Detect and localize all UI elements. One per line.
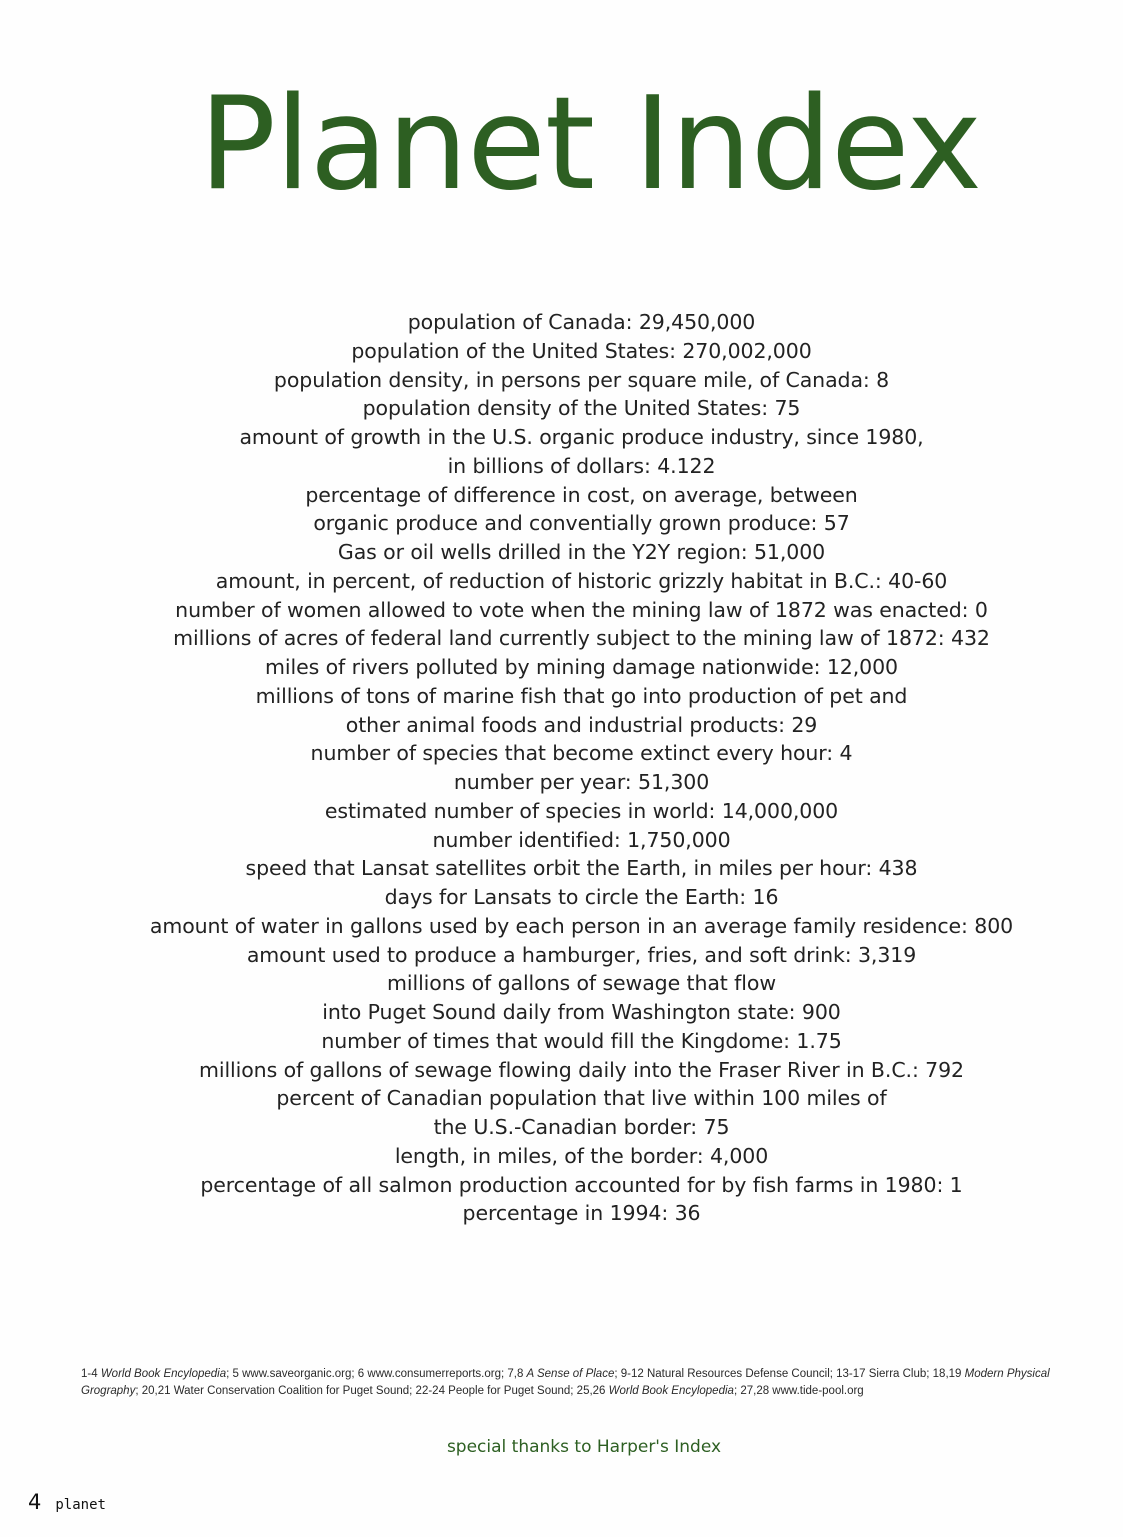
source-title: Modern Physical Grography <box>81 1368 1050 1397</box>
fact-line: percentage of difference in cost, on average, between <box>305 482 858 507</box>
fact-line: number of species that become extinct every hour: 4 <box>310 741 853 766</box>
fact-line: percentage in 1994: 36 <box>462 1201 701 1226</box>
fact-line: amount of growth in the U.S. organic produce industry, since 1980, <box>239 425 924 449</box>
source-text: ; 5 www.saveorganic.org; 6 www.consumerreports.org; 7,8 <box>226 1368 527 1380</box>
page-footer <box>28 1490 106 1514</box>
fact-line: population density, in persons per square mile, of Canada: 8 <box>273 367 890 392</box>
fact-line: percentage of all salmon production accounted for by fish farms in 1980: 1 <box>200 1172 963 1197</box>
fact-line: in billions of dollars: 4.122 <box>447 453 716 478</box>
sources-note <box>81 1366 1091 1400</box>
magazine-name: planet <box>55 1497 106 1513</box>
fact-line: millions of tons of marine fish that go into production of pet and <box>255 683 908 708</box>
fact-line: the U.S.-Canadian border: 75 <box>433 1115 730 1139</box>
fact-line: population density of the United States: 75 <box>362 396 801 421</box>
fact-line: into Puget Sound daily from Washington state: 900 <box>322 1000 841 1024</box>
source-title: A Sense of Place <box>526 1368 615 1380</box>
fact-line: millions of acres of federal land currently subject to the mining law of 1872: 432 <box>173 626 990 651</box>
fact-line: number of times that would fill the Kingdome: 1.75 <box>321 1028 842 1053</box>
fact-line: millions of gallons of sewage that flow <box>387 971 776 996</box>
fact-line: length, in miles, of the border: 4,000 <box>394 1143 769 1168</box>
source-title: World Book Encylopedia <box>100 1368 227 1380</box>
fact-line: Gas or oil wells drilled in the Y2Y region: 51,000 <box>337 540 826 564</box>
source-text: ; 20,21 Water Conservation Coalition for Puget Sound; 22-24 People for Puget Sound; 25,26 <box>135 1385 609 1397</box>
source-text: ; 9-12 Natural Resources Defense Council; 13-17 Sierra Club; 18,19 <box>614 1368 965 1380</box>
fact-line: amount used to produce a hamburger, fries, and soft drink: 3,319 <box>246 942 917 967</box>
fact-line: other animal foods and industrial products: 29 <box>345 712 818 737</box>
fact-line: number per year: 51,300 <box>453 770 710 794</box>
source-title: World Book Encylopedia <box>608 1385 734 1397</box>
fact-line: population of Canada: 29,450,000 <box>407 310 756 334</box>
facts-list <box>80 308 1083 1228</box>
fact-line: amount, in percent, of reduction of historic grizzly habitat in B.C.: 40-60 <box>215 568 948 593</box>
fact-line: speed that Lansat satellites orbit the Earth, in miles per hour: 438 <box>245 856 918 881</box>
fact-line: estimated number of species in world: 14,000,000 <box>324 798 839 823</box>
fact-line: percent of Canadian population that live within 100 miles of <box>276 1086 887 1111</box>
source-text: ; 27,28 www.tide-pool.org <box>733 1385 864 1397</box>
fact-line: number identified: 1,750,000 <box>432 827 731 852</box>
fact-line: number of women allowed to vote when the mining law of 1872 was enacted: 0 <box>175 597 988 622</box>
fact-line: miles of rivers polluted by mining damage nationwide: 12,000 <box>265 655 898 679</box>
fact-line: days for Lansats to circle the Earth: 16 <box>384 885 779 909</box>
fact-line: amount of water in gallons used by each person in an average family residence: 800 <box>149 913 1014 938</box>
source-range: 1-4 <box>81 1368 101 1380</box>
fact-line: millions of gallons of sewage flowing daily into the Fraser River in B.C.: 792 <box>198 1057 964 1082</box>
page-title: Planet Index <box>198 70 982 219</box>
fact-line: population of the United States: 270,002,000 <box>351 338 812 363</box>
thanks-note: special thanks to Harper's Index <box>446 1437 722 1457</box>
page-number: 4 <box>28 1490 42 1514</box>
fact-line: organic produce and conventially grown produce: 57 <box>313 511 850 536</box>
